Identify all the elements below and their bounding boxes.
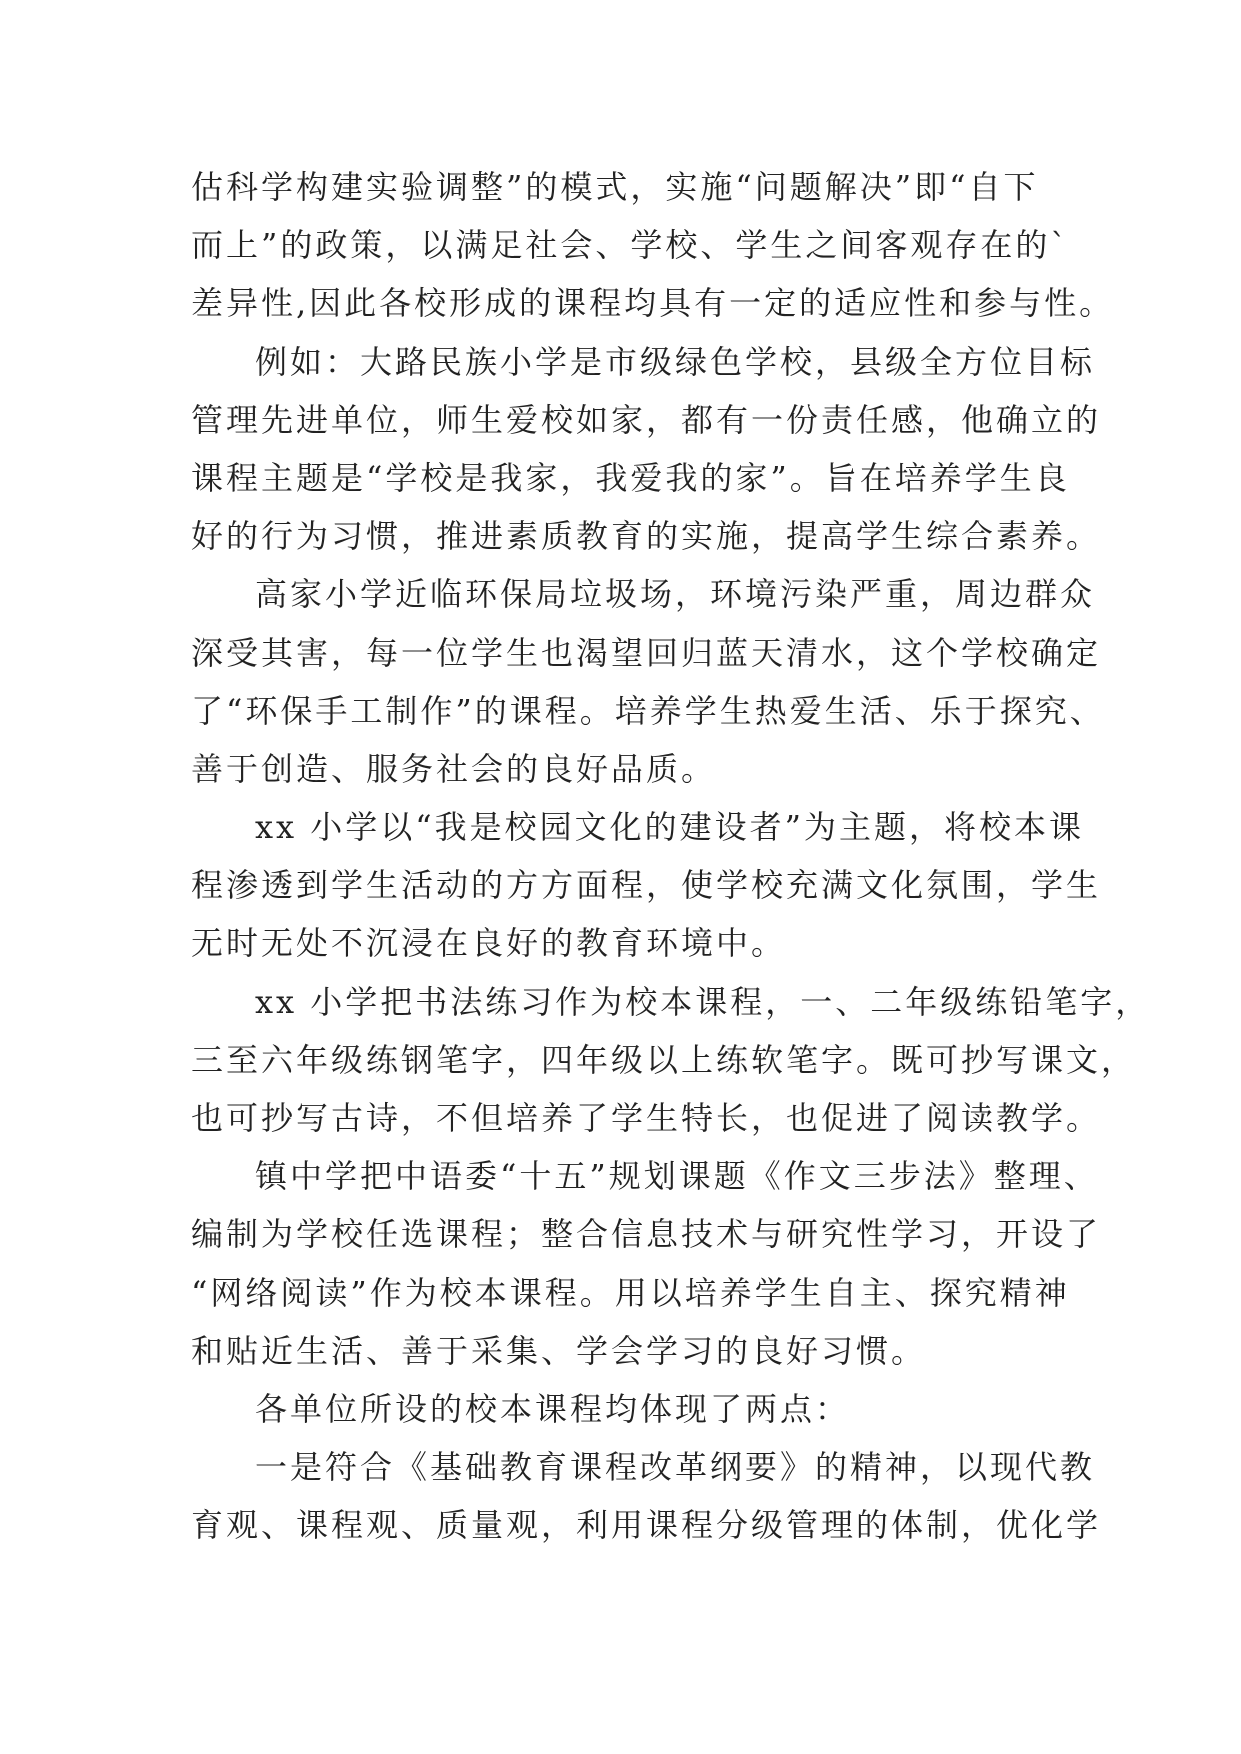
text-line: xx 小学把书法练习作为校本课程，一、二年级练铅笔字， bbox=[255, 982, 1151, 1021]
document-body bbox=[191, 158, 1151, 1555]
text-line: 编制为学校任选课程；整合信息技术与研究性学习，开设了 bbox=[191, 1215, 1102, 1254]
text-line: 例如：大路民族小学是市级绿色学校，县级全方位目标 bbox=[255, 342, 1096, 381]
text-line: xx 小学以“我是校园文化的建设者”为主题，将校本课 bbox=[255, 808, 1084, 847]
text-line: “网络阅读”作为校本课程。用以培养学生自主、探究精神 bbox=[191, 1273, 1070, 1312]
text-line: 深受其害，每一位学生也渴望回归蓝天清水，这个学校确定 bbox=[191, 633, 1102, 672]
text-line: 差异性,因此各校形成的课程均具有一定的适应性和参与性。 bbox=[191, 284, 1115, 323]
text-line: 了“环保手工制作”的课程。培养学生热爱生活、乐于探究、 bbox=[191, 691, 1105, 730]
text-line: 三至六年级练钢笔字，四年级以上练软笔字。既可抄写课文， bbox=[191, 1040, 1137, 1079]
text-line: 程渗透到学生活动的方方面程，使学校充满文化氛围，学生 bbox=[191, 866, 1102, 905]
text-line: 镇中学把中语委“十五”规划课题《作文三步法》整理、 bbox=[255, 1157, 1099, 1196]
text-line: 无时无处不沉浸在良好的教育环境中。 bbox=[191, 924, 787, 963]
text-line: 育观、课程观、质量观，利用课程分级管理的体制，优化学 bbox=[191, 1506, 1102, 1545]
text-line: 估科学构建实验调整”的模式，实施“问题解决”即“自下 bbox=[191, 168, 1039, 206]
text-line: 也可抄写古诗，不但培养了学生特长，也促进了阅读教学。 bbox=[191, 1099, 1102, 1137]
text-line: 和贴近生活、善于采集、学会学习的良好习惯。 bbox=[191, 1331, 927, 1370]
text-line: 而上”的政策，以满足社会、学校、学生之间客观存在的` bbox=[191, 226, 1070, 265]
text-line: 课程主题是“学校是我家，我爱我的家”。旨在培养学生良 bbox=[191, 458, 1070, 497]
text-line: 一是符合《基础教育课程改革纲要》的精神，以现代教 bbox=[255, 1448, 1096, 1487]
text-line: 管理先进单位，师生爱校如家，都有一份责任感，他确立的 bbox=[191, 400, 1102, 439]
text-line: 好的行为习惯，推进素质教育的实施，提高学生综合素养。 bbox=[191, 517, 1102, 556]
text-line: 各单位所设的校本课程均体现了两点： bbox=[255, 1389, 851, 1428]
text-line: 高家小学近临环保局垃圾场，环境污染严重，周边群众 bbox=[255, 575, 1096, 614]
text-line: 善于创造、服务社会的良好品质。 bbox=[191, 749, 717, 788]
